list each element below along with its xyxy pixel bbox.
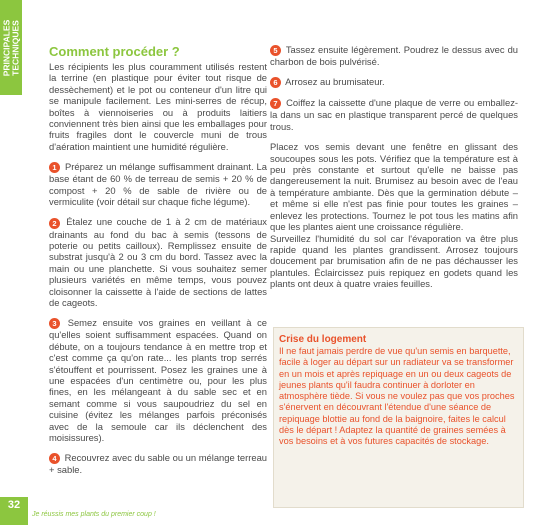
step-text: Étalez une couche de 1 à 2 cm de matériaux drainants au fond du bac à semis (tessons de poterie ou petits cailloux). Remplissez ensuite de substrat jusqu'à 2 ou 3 cm du bord. Tassez avec la main ou une planchette. Si vous souhaitez semer plusieurs variétés en même temps, vous pouvez cloisonner la caissette à l'aide de sections de lattes de cageots.: [49, 216, 267, 308]
right-column: [270, 44, 518, 299]
step-text: Semez ensuite vos graines en veillant à ce qu'elles soient suffisamment espacées. Quand on débute, on a toujours tendance à en mettre trop et c'est comme ça qu'on rate... les plants trop serrés s'étouffent et pourrissent. Posez les graines une à une espacées d'un centimètre ou, pour les plus fines, en les mélangeant à du sable sec et en semant comme si vous saupoudriez du sel en cuisine (évitez les mélanges parfois préconisés avec de la semoule car ils déclenchent des moisissures).: [49, 317, 267, 444]
step-5: [270, 44, 518, 67]
left-column: [49, 44, 267, 485]
body-paragraph: Surveillez l'humidité du sol car l'évaporation va être plus rapide quand les plantes grandissent. Arrosez toujours doucement par brumisation afin de ne pas déchausser les plantules. Éclaircissez puis repiquez en godets quand les plants ont deux à quatre vraies feuilles.: [270, 232, 518, 290]
running-footer: Je réussis mes plants du premier coup !: [32, 511, 156, 518]
tip-box-text: Il ne faut jamais perdre de vue qu'un semis en barquette, facile à loger au départ sur un radiateur va se transformer en un mois et après repiquage en un ou deux cageots de jeunes plants qu'il faudra continuer à dorloter en atmosphère tiède. Si vous ne voulez pas que vos proches s'énervent en découvrant l'étendue d'une séance de repiquage blottie au fond de la baignoire, faites le calcul dès le départ ! Adaptez la quantité de graines semées à vos besoins et à vos futures capacités de stockage.: [279, 346, 515, 447]
section-title: Comment procéder ?: [49, 44, 180, 59]
step-text: Recouvrez avec du sable ou un mélange terreau + sable.: [49, 452, 267, 476]
step-text: Coiffez la caissette d'une plaque de verre ou emballez-la dans un sac en plastique transparent percé de quelques trous.: [270, 97, 519, 132]
step-number-badge: 1: [49, 162, 60, 173]
step-6: [270, 76, 518, 88]
body-paragraph: Placez vos semis devant une fenêtre en glissant des soucoupes sous les pots. Vérifiez que la température est à peu près constante et surtout qu'elle ne baisse pas dangereusement la nuit. Brumisez au besoin avec de l'eau à température ambiante. Dès que la germination débute – et même si elle n'est pas finie pour toutes les graines – enlevez les protections. Tournez le pot tous les matins afin que les plantes aient une croissance régulière.: [270, 141, 518, 233]
step-number-badge: 5: [270, 45, 281, 56]
step-number-badge: 7: [270, 98, 281, 109]
step-text: Préparez un mélange suffisamment drainant. La base étant de 60 % de terreau de semis + 20 % de compost + 20 % de sable de rivière ou de vermiculite (voir détail sur chaque fiche légume).: [49, 161, 267, 208]
step-number-badge: 3: [49, 318, 60, 329]
step-2: [49, 216, 267, 308]
intro-paragraph: Les récipients les plus couramment utilisés restent la terrine (en plastique pour éviter tout risque de dessèchement) et le pot ou conteneur d'un litre qui se manipule facilement. Les mini-serres de récup, boîtes à viennoiseries ou à produits laitiers conviennent très bien ainsi que les emballages pour fruits fragiles dont le couvercle muni de trous d'aération maintient une humidité régulière.: [49, 61, 267, 152]
section-tab-label: PRINCIPALES TECHNIQUES: [1, 19, 20, 76]
tip-box-title: Crise du logement: [279, 334, 367, 345]
step-4: [49, 452, 267, 475]
step-number-badge: 2: [49, 218, 60, 229]
step-text: Tassez ensuite légèrement. Poudrez le dessus avec du charbon de bois pulvérisé.: [270, 44, 518, 68]
tip-box: [273, 327, 524, 508]
section-tab: [0, 0, 22, 95]
step-3: [49, 317, 267, 443]
step-1: [49, 161, 267, 207]
step-number-badge: 6: [270, 77, 281, 88]
step-7: [270, 97, 518, 132]
step-text: Arrosez au brumisateur.: [285, 76, 385, 88]
step-number-badge: 4: [49, 453, 60, 464]
page-number: 32: [0, 497, 28, 525]
